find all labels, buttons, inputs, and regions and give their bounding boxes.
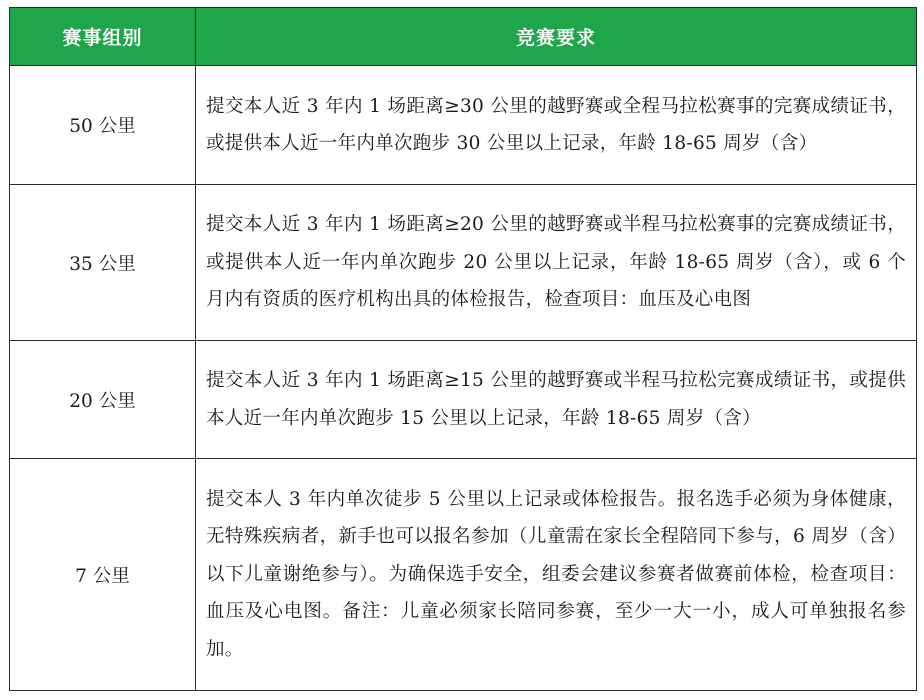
race-requirements-table [9,7,917,691]
group-cell: 7 公里 [10,459,196,691]
group-cell: 50 公里 [10,66,196,185]
requirement-cell: 提交本人 3 年内单次徒步 5 公里以上记录或体检报告。报名选手必须为身体健康，无特殊疾病者，新手也可以报名参加（儿童需在家长全程陪同下参与，6 周岁（含）以下儿童谢绝参与）。为确保选手安全，组委会建议参赛者做赛前体检，检查项目：血压及心电图。备注：儿童必须家长陪同参赛，至少一大一小，成人可单独报名参加。 [196,459,917,691]
header-row [10,8,917,66]
table-body [10,66,917,691]
table-header [10,8,917,66]
table-row [10,341,917,459]
requirement-cell: 提交本人近 3 年内 1 场距离≥20 公里的越野赛或半程马拉松赛事的完赛成绩证书，或提供本人近一年内单次跑步 20 公里以上记录，年龄 18-65 周岁（含），或 6 个月内有资质的医疗机构出具的体检报告，检查项目：血压及心电图 [196,185,917,341]
requirement-cell: 提交本人近 3 年内 1 场距离≥15 公里的越野赛或半程马拉松完赛成绩证书，或提供本人近一年内单次跑步 15 公里以上记录，年龄 18-65 周岁（含） [196,341,917,459]
table-row [10,66,917,185]
header-requirement: 竞赛要求 [196,8,917,66]
group-cell: 20 公里 [10,341,196,459]
group-cell: 35 公里 [10,185,196,341]
header-group: 赛事组别 [10,8,196,66]
table-row [10,459,917,691]
table-row [10,185,917,341]
requirement-cell: 提交本人近 3 年内 1 场距离≥30 公里的越野赛或全程马拉松赛事的完赛成绩证书，或提供本人近一年内单次跑步 30 公里以上记录，年龄 18-65 周岁（含） [196,66,917,185]
